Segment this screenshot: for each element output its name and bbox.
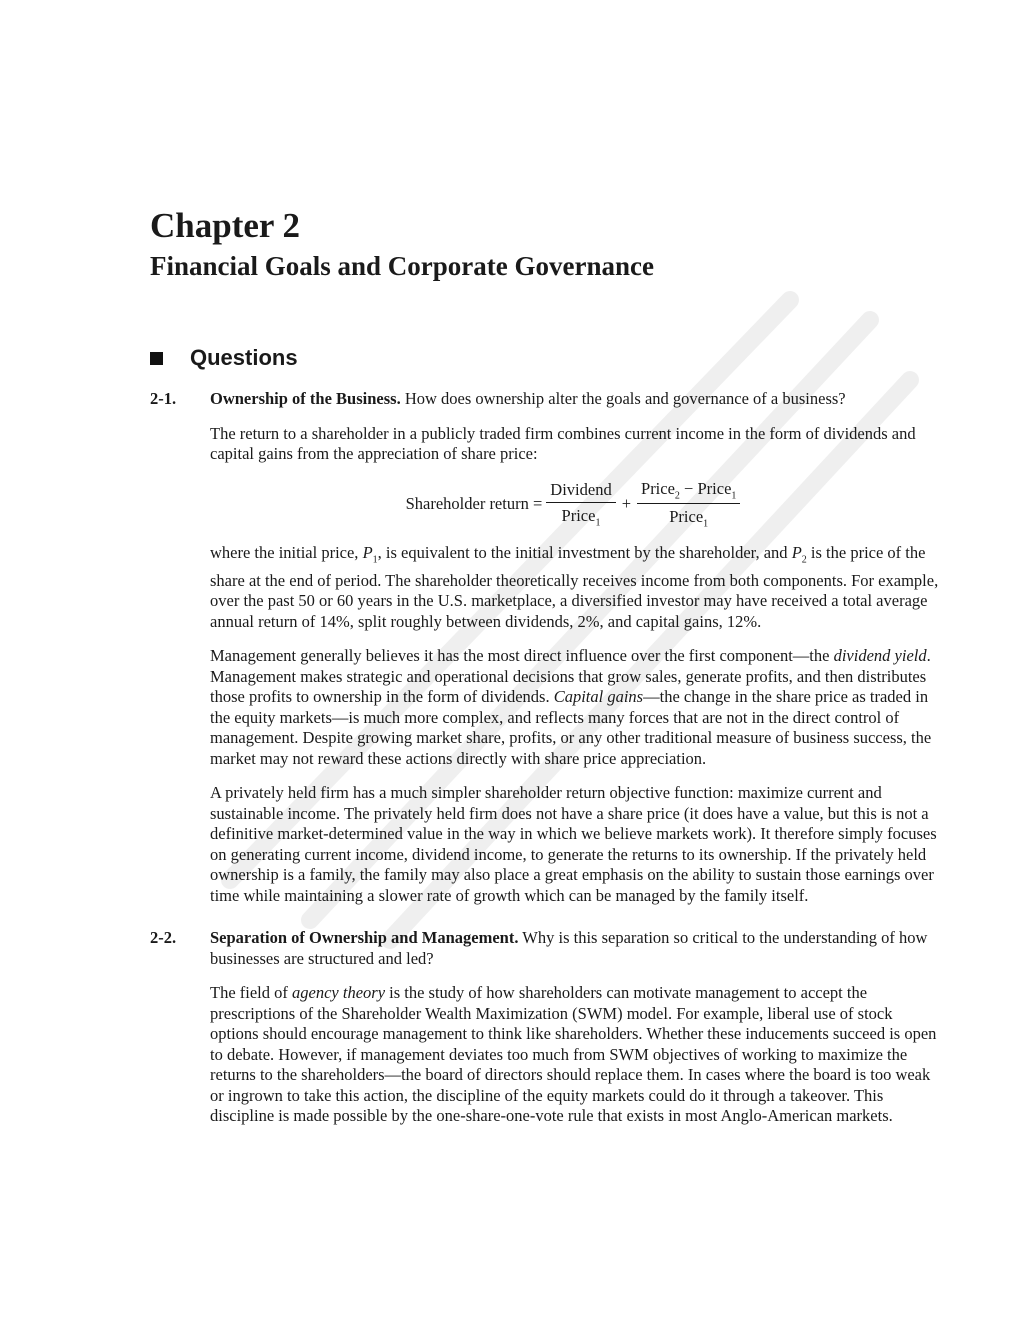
fraction-numerator: Price$_2$ − Price$_1$: [637, 479, 740, 504]
question-heading: Separation of Ownership and Management.: [210, 928, 519, 948]
answer-paragraph: The return to a shareholder in a publicly traded firm combines current income in the form of dividends and capital gains from the appreciation of share price:: [210, 423, 916, 463]
formula-fraction-dividend: [546, 480, 615, 528]
question-number: 2-1.: [150, 389, 177, 408]
fraction-denominator: Price$_1$: [561, 505, 601, 528]
page: [150, 205, 940, 1127]
question-prompt: Why is this separation so critical to the understanding of how businesses are structured and led?: [210, 928, 928, 968]
answer-paragraph: The field of agency theory is the study of how shareholders can motivate management to accept the prescriptions of the Shareholder Wealth Maximization (SWM) model. For example, liberal use of stock options should encourage management to think like shareholders. Whether these inducements succeed is open to debate. However, if management deviates too much from SWM objectives of working to maximize the returns to the shareholders—the board of directors should replace them. In cases where the board is too weak or ingrown to take this action, the discipline of the equity markets could do it through a takeover. This discipline is made possible by the one-share-one-vote rule that exists in most Anglo-American markets.: [210, 983, 937, 1126]
chapter-number: Chapter 2: [150, 206, 301, 245]
section-heading: [150, 345, 940, 371]
answer-2-1: [210, 424, 940, 465]
question-heading: Ownership of the Business.: [210, 389, 401, 408]
shareholder-return-formula: [210, 479, 940, 530]
question-body: [210, 389, 940, 410]
question-2-1: [150, 389, 940, 410]
answer-paragraph: where the initial price, $P_1$, is equivalent to the initial investment by the shareholder, and $P_2$ is the price of the share at the end of period. The shareholder theoretically receives income from both components. For example, over the past 50 or 60 years in the U.S. marketplace, a diversified investor may have received a total average annual return of 14%, split roughly between dividends, 2%, and capital gains, 12%.: [210, 543, 939, 631]
fraction-denominator: Price$_1$: [669, 506, 709, 530]
question-number: 2-2.: [150, 928, 177, 948]
formula-lhs: Shareholder return =: [405, 493, 543, 513]
question-prompt: How does ownership alter the goals and governance of a business?: [400, 389, 846, 408]
answer-2-2: [210, 983, 940, 1127]
formula-plus: +: [621, 493, 632, 513]
formula-fraction-capital-gain: [637, 479, 740, 530]
question-body: [210, 928, 940, 969]
square-bullet-icon: [150, 352, 163, 365]
fraction-numerator: Dividend: [546, 480, 615, 503]
chapter-title: Financial Goals and Corporate Governance: [150, 251, 654, 281]
question-2-2: [150, 928, 940, 969]
section-title: Questions: [190, 345, 298, 370]
answer-2-1-cont: [210, 543, 940, 906]
answer-paragraph: A privately held firm has a much simpler shareholder return objective function: maximize current and sustainable income. The privately held firm does not have a share price (it does have a value, but this is not a definitive market-determined value in the way in which we believe markets work). It therefore simply focuses on generating current income, dividend income, to generate the returns to its ownership. If the privately held ownership is a family, the family may also place a great emphasis on the ability to sustain those earnings over time while maintaining a slower rate of growth which can be managed by the family itself.: [210, 783, 937, 905]
answer-paragraph: Management generally believes it has the most direct influence over the first component—the dividend yield. Management makes strategic and operational decisions that grow sales, generate profits, and then distributes those profits to ownership in the form of dividends. Capital gains—the change in the share price as traded in the equity markets—is much more complex, and reflects many forces that are not in the direct control of management. Despite growing market share, profits, or any other traditional measure of business success, the market may not reward these actions directly with share price appreciation.: [210, 646, 932, 768]
